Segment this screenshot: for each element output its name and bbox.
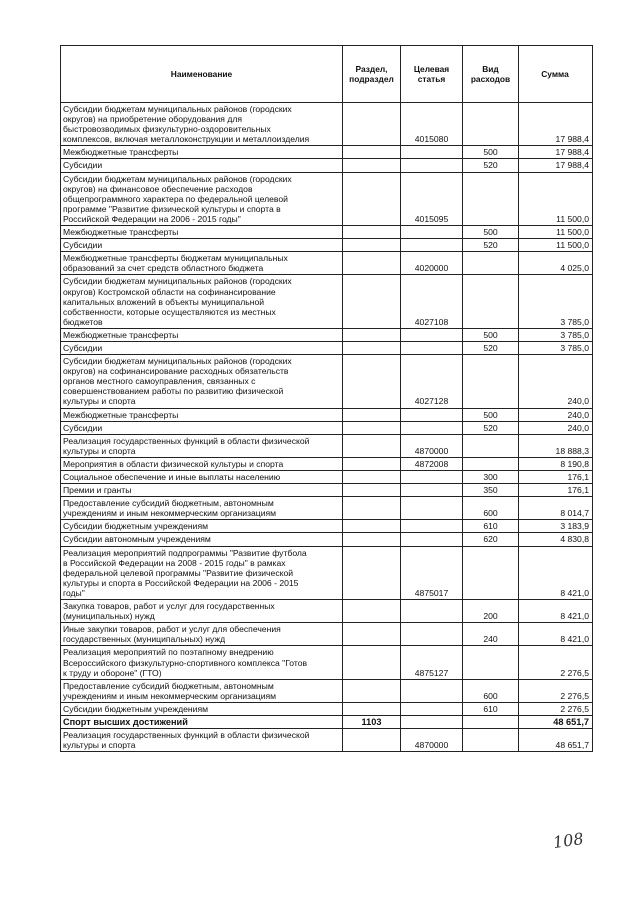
row-name: Предоставление субсидий бюджетным, автономным учреждениям и иным некоммерческим организациям	[61, 497, 343, 519]
row-expense-type: 620	[463, 533, 519, 545]
table-row	[61, 458, 593, 471]
row-section	[343, 159, 401, 171]
row-sum: 2 276,5	[519, 680, 593, 702]
row-name: Межбюджетные трансферты бюджетам муниципальных образований за счет средств областного бюджета	[61, 252, 343, 274]
table-header	[61, 46, 593, 103]
row-section	[343, 703, 401, 715]
row-target-article	[401, 600, 463, 622]
budget-table	[60, 45, 593, 752]
row-target-article: 4870000	[401, 435, 463, 457]
row-section	[343, 646, 401, 678]
row-expense-type	[463, 646, 519, 678]
table-row	[61, 252, 593, 275]
row-section	[343, 533, 401, 545]
row-expense-type: 500	[463, 329, 519, 341]
table-row	[61, 239, 593, 252]
row-expense-type: 520	[463, 422, 519, 434]
row-name: Межбюджетные трансферты	[61, 409, 343, 421]
table-row	[61, 146, 593, 159]
table-row	[61, 422, 593, 435]
row-section	[343, 680, 401, 702]
row-sum: 240,0	[519, 422, 593, 434]
row-sum: 4 025,0	[519, 252, 593, 274]
table-row	[61, 471, 593, 484]
row-target-article: 4027108	[401, 275, 463, 327]
row-target-article	[401, 533, 463, 545]
row-section	[343, 146, 401, 158]
row-target-article	[401, 497, 463, 519]
row-expense-type	[463, 355, 519, 407]
row-expense-type: 300	[463, 471, 519, 483]
row-section	[343, 471, 401, 483]
row-expense-type	[463, 458, 519, 470]
row-name: Социальное обеспечение и иные выплаты населению	[61, 471, 343, 483]
table-row	[61, 533, 593, 546]
row-name: Субсидии	[61, 342, 343, 354]
table-row	[61, 484, 593, 497]
row-target-article	[401, 146, 463, 158]
row-name: Межбюджетные трансферты	[61, 146, 343, 158]
table-row	[61, 703, 593, 716]
row-name: Мероприятия в области физической культуры и спорта	[61, 458, 343, 470]
row-target-article	[401, 716, 463, 728]
row-target-article	[401, 680, 463, 702]
row-target-article	[401, 239, 463, 251]
row-name: Субсидии бюджетам муниципальных районов (городских округов) Костромской области на софинансирование капитальных вложений в объекты муниципальной собственности, которые осуществляются из местных бюджетов	[61, 275, 343, 327]
row-target-article	[401, 703, 463, 715]
table-row	[61, 159, 593, 172]
row-target-article: 4875017	[401, 547, 463, 599]
row-sum: 17 988,4	[519, 159, 593, 171]
table-row	[61, 716, 593, 729]
row-name: Субсидии бюджетам муниципальных районов (городских округов) на софинансирование расходных обязательств органов местного самоуправления, связанных с совершенствованием работы по развитию физической культуры и спорта	[61, 355, 343, 407]
row-expense-type: 350	[463, 484, 519, 496]
row-section	[343, 226, 401, 238]
row-sum: 11 500,0	[519, 173, 593, 225]
row-section	[343, 435, 401, 457]
row-target-article: 4015095	[401, 173, 463, 225]
row-sum: 240,0	[519, 409, 593, 421]
row-section	[343, 275, 401, 327]
row-section: 1103	[343, 716, 401, 728]
table-row	[61, 547, 593, 600]
table-row	[61, 680, 593, 703]
row-sum: 11 500,0	[519, 239, 593, 251]
row-section	[343, 497, 401, 519]
table-row	[61, 329, 593, 342]
row-target-article: 4020000	[401, 252, 463, 274]
table-row	[61, 409, 593, 422]
row-target-article	[401, 226, 463, 238]
row-sum: 176,1	[519, 471, 593, 483]
row-name: Субсидии автономным учреждениям	[61, 533, 343, 545]
row-name: Предоставление субсидий бюджетным, автономным учреждениям и иным некоммерческим организациям	[61, 680, 343, 702]
row-target-article	[401, 520, 463, 532]
row-sum: 48 651,7	[519, 716, 593, 728]
row-sum: 4 830,8	[519, 533, 593, 545]
row-name: Субсидии	[61, 159, 343, 171]
row-sum: 240,0	[519, 355, 593, 407]
row-name: Субсидии бюджетным учреждениям	[61, 520, 343, 532]
row-target-article: 4870000	[401, 729, 463, 751]
table-row	[61, 497, 593, 520]
row-name: Межбюджетные трансферты	[61, 226, 343, 238]
row-expense-type	[463, 716, 519, 728]
row-expense-type	[463, 275, 519, 327]
page-number: 108	[551, 828, 585, 853]
table-row	[61, 173, 593, 226]
row-expense-type	[463, 173, 519, 225]
row-sum: 48 651,7	[519, 729, 593, 751]
row-name: Субсидии	[61, 422, 343, 434]
row-section	[343, 520, 401, 532]
row-target-article: 4872008	[401, 458, 463, 470]
row-target-article	[401, 484, 463, 496]
table-row	[61, 342, 593, 355]
row-target-article	[401, 471, 463, 483]
row-expense-type	[463, 547, 519, 599]
row-expense-type: 600	[463, 497, 519, 519]
row-name: Реализация мероприятий по поэтапному внедрению Всероссийского физкультурно-спортивного комплекса "Готов к труду и обороне" (ГТО)	[61, 646, 343, 678]
row-section	[343, 103, 401, 145]
row-section	[343, 409, 401, 421]
table-row	[61, 103, 593, 146]
header-name: Наименование	[61, 46, 343, 102]
row-expense-type	[463, 435, 519, 457]
row-name: Субсидии бюджетам муниципальных районов (городских округов) на приобретение оборудования для быстровозводимых физкультурно-оздоровительных комплексов, включая металлоконструкции и металлоизделия	[61, 103, 343, 145]
row-expense-type: 200	[463, 600, 519, 622]
row-name: Субсидии бюджетным учреждениям	[61, 703, 343, 715]
row-target-article	[401, 422, 463, 434]
row-section	[343, 422, 401, 434]
row-expense-type: 520	[463, 239, 519, 251]
header-section: Раздел, подраздел	[343, 46, 401, 102]
row-expense-type: 240	[463, 623, 519, 645]
table-row	[61, 520, 593, 533]
table-row	[61, 435, 593, 458]
row-expense-type: 500	[463, 146, 519, 158]
row-sum: 3 785,0	[519, 275, 593, 327]
row-target-article: 4027128	[401, 355, 463, 407]
row-expense-type: 520	[463, 159, 519, 171]
row-sum: 3 183,9	[519, 520, 593, 532]
row-sum: 8 421,0	[519, 623, 593, 645]
row-target-article	[401, 329, 463, 341]
row-expense-type	[463, 103, 519, 145]
header-target-article: Целевая статья	[401, 46, 463, 102]
row-sum: 8 190,8	[519, 458, 593, 470]
row-sum: 18 888,3	[519, 435, 593, 457]
row-section	[343, 458, 401, 470]
row-sum: 11 500,0	[519, 226, 593, 238]
row-section	[343, 623, 401, 645]
row-name: Реализация государственных функций в области физической культуры и спорта	[61, 435, 343, 457]
header-sum: Сумма	[519, 46, 593, 102]
row-name: Премии и гранты	[61, 484, 343, 496]
row-sum: 8 421,0	[519, 600, 593, 622]
row-target-article	[401, 623, 463, 645]
row-expense-type: 610	[463, 520, 519, 532]
row-section	[343, 342, 401, 354]
row-section	[343, 600, 401, 622]
row-sum: 8 421,0	[519, 547, 593, 599]
row-expense-type	[463, 252, 519, 274]
table-row	[61, 623, 593, 646]
table-body	[61, 103, 593, 752]
row-expense-type: 520	[463, 342, 519, 354]
row-name: Субсидии	[61, 239, 343, 251]
header-expense-type: Вид расходов	[463, 46, 519, 102]
row-name: Закупка товаров, работ и услуг для государственных (муниципальных) нужд	[61, 600, 343, 622]
row-expense-type: 500	[463, 409, 519, 421]
row-section	[343, 484, 401, 496]
row-expense-type: 500	[463, 226, 519, 238]
table-row	[61, 226, 593, 239]
row-target-article	[401, 159, 463, 171]
row-name: Спорт высших достижений	[61, 716, 343, 728]
row-sum: 8 014,7	[519, 497, 593, 519]
row-target-article	[401, 342, 463, 354]
row-sum: 176,1	[519, 484, 593, 496]
row-section	[343, 355, 401, 407]
row-section	[343, 729, 401, 751]
row-sum: 17 988,4	[519, 103, 593, 145]
table-row	[61, 275, 593, 328]
row-expense-type	[463, 729, 519, 751]
row-sum: 2 276,5	[519, 646, 593, 678]
row-name: Иные закупки товаров, работ и услуг для обеспечения государственных (муниципальных) нужд	[61, 623, 343, 645]
row-expense-type: 600	[463, 680, 519, 702]
table-row	[61, 600, 593, 623]
row-target-article: 4875127	[401, 646, 463, 678]
row-section	[343, 239, 401, 251]
row-section	[343, 252, 401, 274]
table-row	[61, 355, 593, 408]
row-section	[343, 173, 401, 225]
row-sum: 3 785,0	[519, 329, 593, 341]
row-sum: 2 276,5	[519, 703, 593, 715]
row-name: Реализация мероприятий подпрограммы "Развитие футбола в Российской Федерации на 2008 - 2015 годы" в рамках федеральной целевой программы "Развитие физической культуры и спорта в Российской Федерации на 2006 - 2015 годы"	[61, 547, 343, 599]
row-sum: 17 988,4	[519, 146, 593, 158]
table-row	[61, 646, 593, 679]
row-sum: 3 785,0	[519, 342, 593, 354]
row-expense-type: 610	[463, 703, 519, 715]
table-row	[61, 729, 593, 752]
row-name: Реализация государственных функций в области физической культуры и спорта	[61, 729, 343, 751]
row-target-article	[401, 409, 463, 421]
row-name: Субсидии бюджетам муниципальных районов (городских округов) на финансовое обеспечение расходов общепрограммного характера по федеральной целевой программе "Развитие физической культуры и спорта в Российской Федерации на 2006 - 2015 годы"	[61, 173, 343, 225]
row-section	[343, 329, 401, 341]
row-section	[343, 547, 401, 599]
row-name: Межбюджетные трансферты	[61, 329, 343, 341]
row-target-article: 4015080	[401, 103, 463, 145]
